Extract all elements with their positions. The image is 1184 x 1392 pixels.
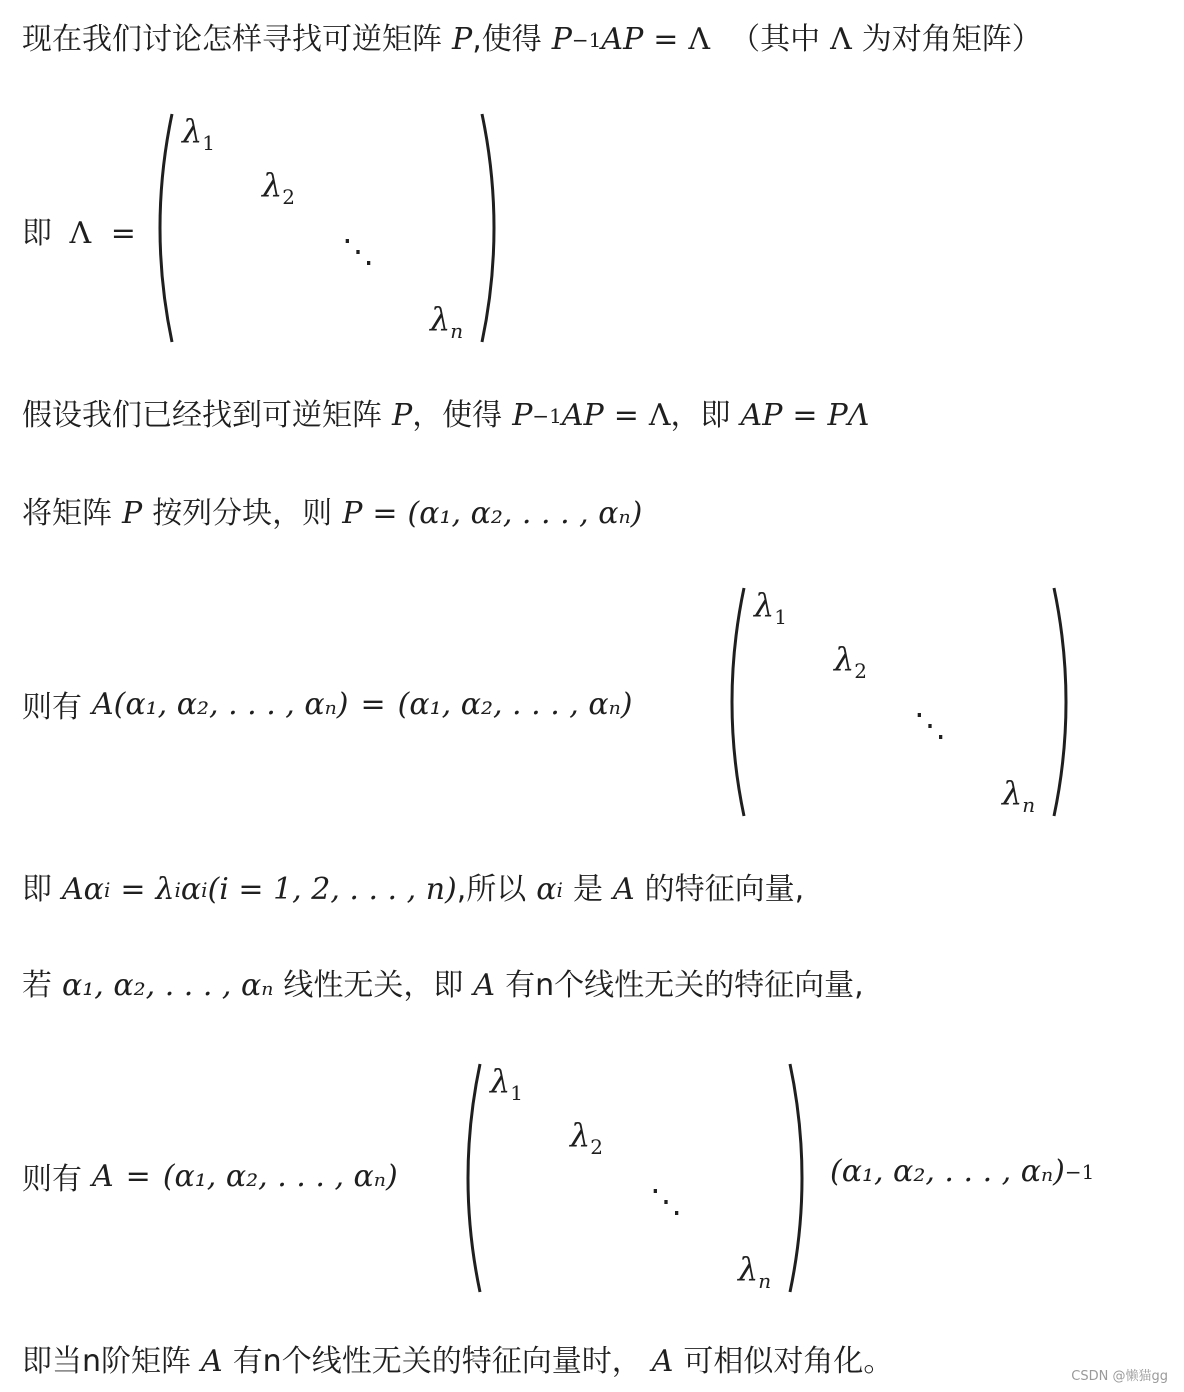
math-Lambda: Λ (830, 22, 852, 57)
text: 即 (22, 216, 52, 251)
text: （其中 (730, 22, 821, 57)
line-1: 现在我们讨论怎样寻找可逆矩阵 P ,使得 P −1 AP = Λ （其中 Λ 为对角矩阵） (22, 20, 1042, 60)
math-eq: = (125, 1158, 151, 1194)
math-AP: AP (740, 398, 783, 433)
math-eq: = (120, 872, 146, 907)
entry-lambda-2: $\lambda_2$ (262, 166, 296, 209)
math-A: A (612, 872, 635, 907)
text: 即 (22, 872, 52, 907)
entry-dots: ⋱ (342, 232, 374, 270)
entry-lambda-1: $\lambda_1$ (182, 112, 216, 155)
math-P: P (392, 398, 413, 433)
math-A: A (92, 1158, 114, 1194)
math-alpha-tuple: (α₁, α₂, . . . , αₙ) (397, 686, 633, 722)
line-9 (22, 1342, 893, 1382)
watermark: CSDN @懒猫gg (1071, 1369, 1168, 1384)
entry-lambda-2: $\lambda_2$ (570, 1116, 604, 1159)
math-A: A (651, 1344, 674, 1379)
entry-dots: ⋱ (914, 706, 946, 744)
text: 若 (22, 968, 52, 1003)
text: ，即 (670, 398, 731, 433)
math-eq: = (792, 398, 818, 433)
text: ，使得 (412, 398, 503, 433)
text: 则有 (22, 1162, 82, 1197)
entry-lambda-1: $\lambda_1$ (754, 586, 788, 629)
math-lambda: λ (155, 872, 175, 907)
math-Lambda: Λ (688, 22, 711, 57)
entry-lambda-1: $\lambda_1$ (490, 1062, 524, 1105)
text: 是 (572, 872, 603, 907)
math-alpha: α (180, 872, 202, 907)
entry-lambda-n: $\lambda_n$ (1002, 774, 1036, 817)
math-index-range: (i = 1, 2, . . . , n) (207, 872, 457, 907)
math-A: A (473, 968, 496, 1003)
diagonal-matrix (458, 1058, 818, 1298)
math-alpha: α (83, 872, 104, 907)
text: 现在我们讨论怎样寻找可逆矩阵 (22, 22, 442, 57)
entry-lambda-n: $\lambda_n$ (430, 300, 464, 343)
line-3: 假设我们已经找到可逆矩阵 P ，使得 P −1 AP = Λ ，即 AP = PΛ (22, 396, 869, 436)
text: ,所以 (456, 872, 527, 907)
text: 假设我们已经找到可逆矩阵 (22, 398, 382, 433)
text: 的特征向量, (644, 872, 805, 907)
math-eq: = (653, 22, 679, 57)
text: 即当n阶矩阵 (22, 1344, 192, 1379)
text: 按列分块，则 (152, 496, 333, 531)
math-AP: AP (601, 22, 644, 57)
math-alpha-tuple: (α₁, α₂, . . . , αₙ) (407, 496, 643, 531)
math-P: P (342, 496, 363, 531)
math-alpha-list: α₁, α₂, . . . , αₙ (62, 968, 274, 1003)
math-alpha-tuple: (α₁, α₂, . . . , αₙ) (830, 1154, 1065, 1189)
math-eq: = (613, 398, 639, 433)
math-P: P (512, 398, 533, 433)
text: 有n个线性无关的特征向量, (505, 968, 864, 1003)
line-7 (22, 966, 864, 1006)
text: 线性无关，即 (283, 968, 464, 1003)
entry-lambda-2: $\lambda_2$ (834, 640, 868, 683)
line-6: 即 A α i = λ i α i (i = 1, 2, . . . , n) ,所以 α i 是 A 的特征向量, (22, 870, 804, 910)
math-AP: AP (561, 398, 604, 433)
math-eq: = (372, 496, 398, 531)
text: 则有 (22, 690, 82, 725)
entry-dots: ⋱ (650, 1182, 682, 1220)
math-Lambda: Λ (648, 398, 671, 433)
math-A: A (201, 1344, 223, 1379)
math-P-Lambda: PΛ (827, 398, 870, 433)
text: 将矩阵 (22, 496, 112, 531)
math-P: P (452, 22, 473, 57)
diagonal-matrix (722, 582, 1082, 822)
math-alpha: α (536, 872, 557, 907)
math-A: A (62, 872, 84, 907)
text: ,使得 (472, 22, 542, 57)
math-eq: = (110, 216, 136, 251)
line-4 (22, 494, 642, 534)
math-alpha-tuple: (α₁, α₂, . . . , αₙ) (162, 1158, 398, 1194)
diagonal-matrix (150, 108, 510, 348)
text: 有n个线性无关的特征向量时， (232, 1344, 642, 1379)
math-P: P (122, 496, 143, 531)
text: 可相似对角化。 (683, 1344, 894, 1379)
math-eq: = (360, 686, 386, 722)
text: 为对角矩阵） (861, 22, 1042, 57)
math-Lambda: Λ (69, 216, 92, 251)
math-P: P (551, 22, 572, 57)
entry-lambda-n: $\lambda_n$ (738, 1250, 772, 1293)
math-A-alpha-tuple: A(α₁, α₂, . . . , αₙ) (92, 686, 349, 722)
